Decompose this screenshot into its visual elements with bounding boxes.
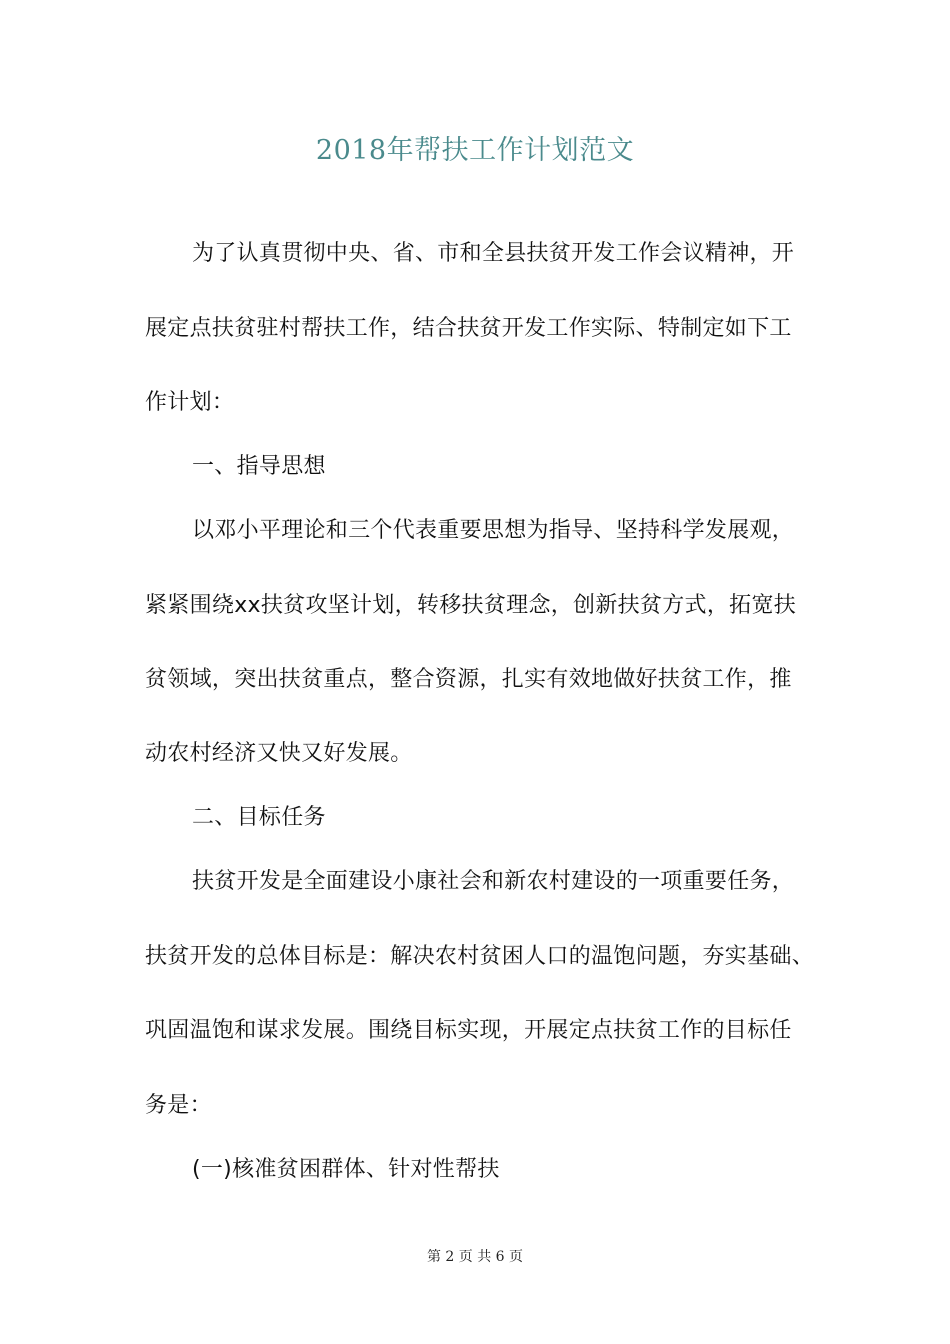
document-title: 2018年帮扶工作计划范文 xyxy=(315,135,635,166)
section-heading: 一、指导思想 xyxy=(192,454,326,479)
paragraph-line: 紧紧围绕xx扶贫攻坚计划，转移扶贫理念，创新扶贫方式，拓宽扶 xyxy=(145,593,797,618)
paragraph-line: 以邓小平理论和三个代表重要思想为指导、坚持科学发展观， xyxy=(192,518,795,543)
paragraph-line: 作计划： xyxy=(145,390,235,415)
paragraph-line: 务是： xyxy=(145,1093,212,1118)
page-number: 第 2 页 共 6 页 xyxy=(426,1249,524,1265)
paragraph-line: 巩固温饱和谋求发展。围绕目标实现，开展定点扶贫工作的目标任 xyxy=(145,1018,792,1043)
sub-heading: (一)核准贫困群体、针对性帮扶 xyxy=(192,1157,500,1182)
section-heading: 二、目标任务 xyxy=(192,805,326,830)
paragraph-line: 扶贫开发是全面建设小康社会和新农村建设的一项重要任务， xyxy=(192,869,795,894)
paragraph-line: 展定点扶贫驻村帮扶工作，结合扶贫开发工作实际、特制定如下工 xyxy=(145,316,792,341)
paragraph-line: 动农村经济又快又好发展。 xyxy=(145,741,413,766)
paragraph-line: 贫领域，突出扶贫重点，整合资源，扎实有效地做好扶贫工作，推 xyxy=(145,667,792,692)
paragraph-line: 扶贫开发的总体目标是：解决农村贫困人口的温饱问题，夯实基础、 xyxy=(145,944,815,969)
paragraph-line: 为了认真贯彻中央、省、市和全县扶贫开发工作会议精神，开 xyxy=(192,241,795,266)
